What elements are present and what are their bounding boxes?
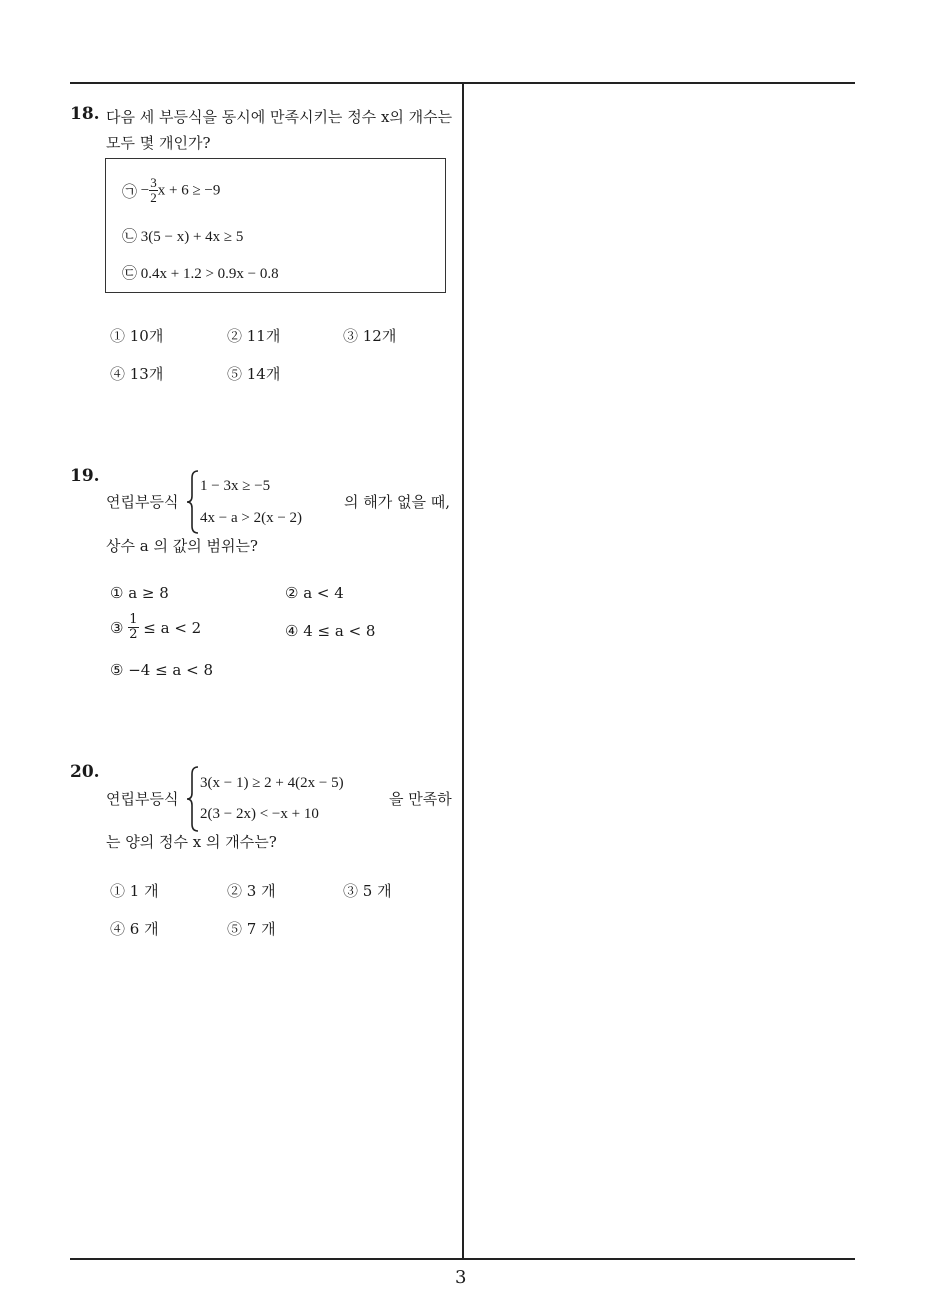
q19-brace	[186, 470, 200, 534]
q19-choice-2[interactable]: ② a < 4	[285, 584, 344, 602]
q18-stem-line1: 다음 세 부등식을 동시에 만족시키는 정수 x의 개수는	[106, 108, 453, 126]
q18-item-2-expr: 3(5 − x) + 4x ≥ 5	[140, 229, 244, 245]
q19-tail: 의 해가 없을 때,	[344, 493, 451, 511]
q18-choice-1[interactable]: ① 10개	[110, 327, 164, 345]
q18-number: 18.	[70, 104, 100, 124]
q20-number: 20.	[70, 762, 100, 782]
q20-stem-line2: 는 양의 정수 x 의 개수는?	[106, 833, 277, 851]
q19-number: 19.	[70, 466, 100, 486]
q18-item-1-mark: ㉠	[122, 184, 138, 201]
q20-lead: 연립부등식	[106, 790, 179, 808]
q20-equation-1: 3(x − 1) ≥ 2 + 4(2x − 5)	[200, 775, 344, 791]
page-number: 3	[455, 1267, 467, 1288]
q18-item-2	[122, 225, 243, 246]
q18-choice-4[interactable]: ④ 13개	[110, 365, 164, 383]
column-divider	[462, 82, 464, 1259]
q18-item-2-mark: ㉡	[122, 229, 138, 245]
q18-item-3-mark: ㉢	[122, 266, 138, 282]
q19-choice-5[interactable]: ⑤ −4 ≤ a < 8	[110, 661, 214, 679]
q19-choice-3-frac-num: 1	[129, 612, 138, 627]
q18-item-1-pre: −	[140, 182, 150, 199]
q19-choice-3-frac-den: 2	[129, 627, 138, 643]
q18-item-3-expr: 0.4x + 1.2 > 0.9x − 0.8	[140, 266, 279, 282]
q20-equation-2: 2(3 − 2x) < −x + 10	[200, 806, 319, 822]
bottom-rule	[70, 1258, 855, 1260]
q18-item-1-fraction	[149, 176, 158, 206]
q19-choice-4[interactable]: ④ 4 ≤ a < 8	[285, 622, 376, 640]
q19-equation-2: 4x − a > 2(x − 2)	[200, 510, 303, 526]
q18-choice-2[interactable]: ② 11개	[227, 327, 281, 345]
q19-choice-3[interactable]	[110, 613, 201, 643]
q20-choice-4[interactable]: ④ 6 개	[110, 920, 159, 938]
q19-choice-3-mark: ③	[110, 618, 124, 637]
q18-item-1	[122, 176, 220, 206]
q18-item-1-frac-den: 2	[150, 190, 157, 206]
q19-choice-3-fraction	[128, 613, 138, 643]
q18-item-1-post: x + 6 ≥ −9	[157, 182, 221, 199]
q18-choice-5[interactable]: ⑤ 14개	[227, 365, 281, 383]
q19-choice-1[interactable]: ① a ≥ 8	[110, 584, 169, 602]
q20-choice-1[interactable]: ① 1 개	[110, 882, 159, 900]
q18-choice-3[interactable]: ③ 12개	[343, 327, 397, 345]
q20-tail: 을 만족하	[389, 790, 452, 808]
q20-choice-3[interactable]: ③ 5 개	[343, 882, 392, 900]
q18-item-3	[122, 262, 279, 283]
q20-choice-2[interactable]: ② 3 개	[227, 882, 276, 900]
q18-stem-line2: 모두 몇 개인가?	[106, 134, 211, 152]
q19-choice-3-post: ≤ a < 2	[143, 618, 202, 637]
q20-brace	[186, 766, 200, 832]
q20-choice-5[interactable]: ⑤ 7 개	[227, 920, 276, 938]
q19-lead: 연립부등식	[106, 493, 179, 511]
q18-item-1-frac-num: 3	[150, 175, 157, 190]
q19-equation-1: 1 − 3x ≥ −5	[200, 478, 271, 494]
q19-stem-line2: 상수 a 의 값의 범위는?	[106, 537, 258, 555]
